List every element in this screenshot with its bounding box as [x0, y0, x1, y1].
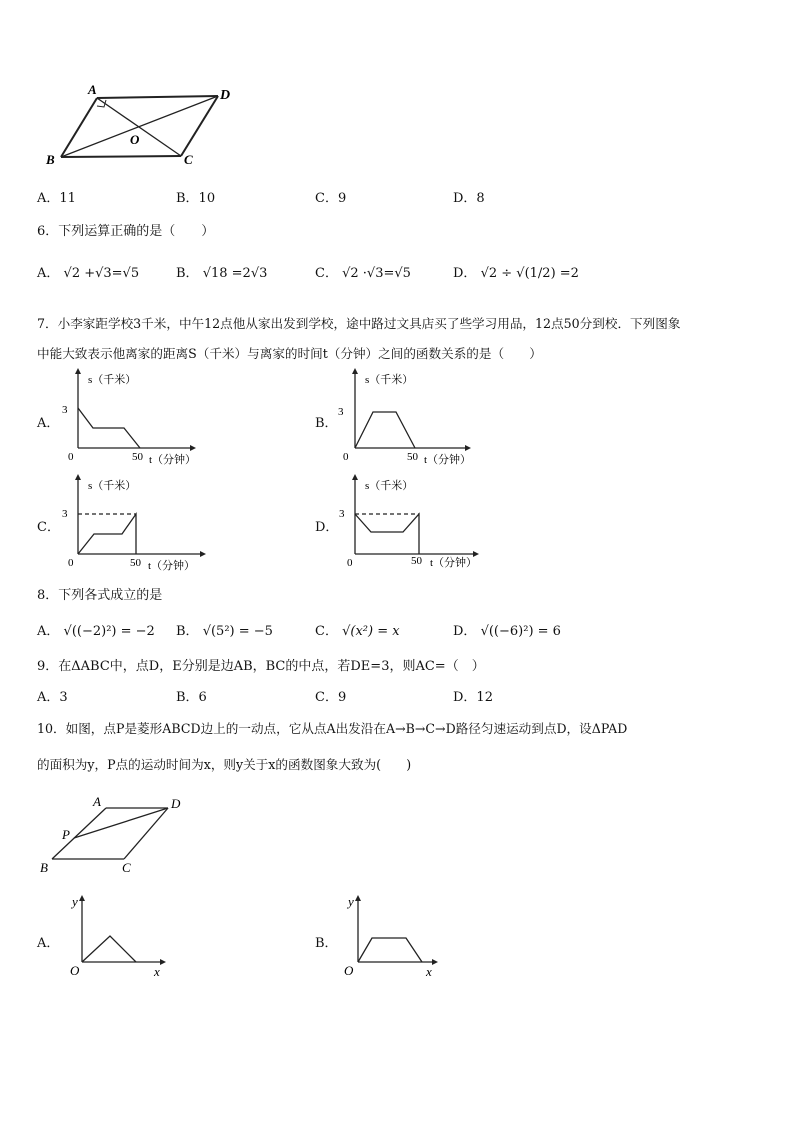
q6-option-b-letter: B． — [176, 266, 199, 281]
q7d-xlabel: t（分钟） — [430, 557, 478, 569]
q6-option-a-letter: A． — [37, 266, 60, 281]
q5-label-B: B — [46, 152, 55, 167]
q5-label-C: C — [184, 152, 193, 167]
q7b-xtick: 50 — [407, 451, 418, 463]
q7-option-b[interactable]: B． — [315, 416, 338, 431]
q7d-ylabel: s（千米） — [365, 480, 414, 492]
q8-option-d-expr: √((−6)²) = 6 — [480, 624, 561, 639]
q7-option-a[interactable]: A． — [37, 416, 60, 431]
q10-label-P: P — [62, 827, 70, 842]
q5-option-a[interactable]: A．11 — [37, 191, 76, 206]
q10b-origin: O — [344, 963, 354, 978]
q6-option-b[interactable] — [176, 262, 267, 281]
q8-option-a-letter: A． — [37, 624, 60, 639]
q9-option-d[interactable]: D．12 — [453, 690, 493, 705]
q6-stem: 6．下列运算正确的是（ ） — [37, 224, 215, 239]
q10-stem-line1: 10．如图，点P是菱形ABCD边上的一动点，它从点A出发沿在A→B→C→D路径匀速运动到点D，设ΔPAD — [37, 721, 628, 736]
q6-option-d-letter: D． — [453, 266, 477, 281]
q10a-x-label: x — [154, 964, 160, 979]
q7b-ylabel: s（千米） — [365, 374, 414, 386]
q10a-origin: O — [70, 963, 80, 978]
q5-option-c[interactable]: C．9 — [315, 191, 347, 206]
q7-stem-line1: 7．小李家距学校3千米，中午12点他从家出发到学校，途中路过文具店买了些学习用品，12点50分到校．下列图象 — [37, 316, 681, 331]
q6-option-d[interactable] — [453, 262, 579, 281]
q10-graph-b — [340, 892, 450, 982]
q6-option-d-expr: √2 ÷ √(1/2) =2 — [480, 266, 579, 281]
q5-label-A: A — [88, 82, 97, 97]
q10-option-a[interactable]: A． — [37, 936, 60, 951]
q8-option-c-expr: √(x²) = x — [342, 624, 400, 639]
q7c-origin: 0 — [68, 557, 74, 569]
q10b-x-label: x — [426, 964, 432, 979]
q8-option-d[interactable] — [453, 620, 561, 639]
q9-option-a[interactable]: A．3 — [37, 690, 68, 705]
q5-label-D: D — [220, 88, 231, 103]
q10-rhombus-figure — [34, 792, 194, 882]
q8-option-d-letter: D． — [453, 624, 477, 639]
q8-option-b[interactable] — [176, 620, 273, 639]
q5-option-b[interactable]: B．10 — [176, 191, 216, 206]
q8-option-a-expr: √((−2)²) = −2 — [63, 624, 155, 639]
q6-option-c-expr: √2 ·√3=√5 — [342, 266, 411, 281]
q7b-ytick: 3 — [338, 406, 344, 418]
q7-graph-d — [333, 474, 483, 574]
q7c-ylabel: s（千米） — [88, 480, 137, 492]
q10-label-B: B — [40, 860, 48, 875]
q7a-ytick: 3 — [62, 404, 68, 416]
q7a-xlabel: t（分钟） — [149, 454, 197, 466]
q10-label-C: C — [122, 860, 131, 875]
q9-stem: 9．在ΔABC中，点D，E分别是边AB，BC的中点，若DE=3，则AC=（ ） — [37, 659, 485, 674]
q7c-xlabel: t（分钟） — [148, 560, 196, 572]
q7c-xtick: 50 — [130, 557, 141, 569]
q10b-y-label: y — [348, 894, 354, 909]
q10-graph-a — [64, 892, 174, 982]
q9-option-b[interactable]: B．6 — [176, 690, 207, 705]
q7-graph-b — [333, 368, 473, 468]
q8-stem: 8．下列各式成立的是 — [37, 588, 163, 603]
q7-option-c[interactable]: C． — [37, 520, 60, 535]
q10-stem-line2: 的面积为y，P点的运动时间为x，则y关于x的函数图象大致为( ) — [37, 757, 412, 772]
q7-graph-c — [58, 474, 208, 574]
q9-option-c[interactable]: C．9 — [315, 690, 347, 705]
q6-option-b-expr: √18 =2√3 — [202, 266, 268, 281]
q7d-ytick: 3 — [339, 508, 345, 520]
q6-option-c-letter: C． — [315, 266, 338, 281]
q8-option-c[interactable] — [315, 620, 400, 639]
q6-option-c[interactable] — [315, 262, 411, 281]
q8-option-c-letter: C． — [315, 624, 338, 639]
q8-option-a[interactable] — [37, 620, 155, 639]
q7a-ylabel: s（千米） — [88, 374, 137, 386]
q7a-xtick: 50 — [132, 451, 143, 463]
q8-option-b-letter: B． — [176, 624, 199, 639]
q10-label-D: D — [171, 796, 181, 811]
q5-parallelogram-figure — [40, 80, 250, 170]
q6-option-a-expr: √2 +√3=√5 — [63, 266, 140, 281]
q10a-y-label: y — [72, 894, 78, 909]
q7-option-d[interactable]: D． — [315, 520, 339, 535]
q6-option-a[interactable] — [37, 262, 139, 281]
q7-stem-line2: 中能大致表示他离家的距离S（千米）与离家的时间t（分钟）之间的函数关系的是（ ） — [37, 346, 542, 361]
q10-option-b[interactable]: B． — [315, 936, 338, 951]
q7-graph-a — [58, 368, 198, 468]
q7d-xtick: 50 — [411, 555, 422, 567]
q10-label-A: A — [93, 794, 101, 809]
q7d-origin: 0 — [347, 557, 353, 569]
q7a-origin: 0 — [68, 451, 74, 463]
q5-option-d[interactable]: D．8 — [453, 191, 485, 206]
q7c-ytick: 3 — [62, 508, 68, 520]
q7b-origin: 0 — [343, 451, 349, 463]
q5-label-O: O — [130, 132, 140, 147]
q8-option-b-expr: √(5²) = −5 — [202, 624, 273, 639]
q7b-xlabel: t（分钟） — [424, 454, 472, 466]
